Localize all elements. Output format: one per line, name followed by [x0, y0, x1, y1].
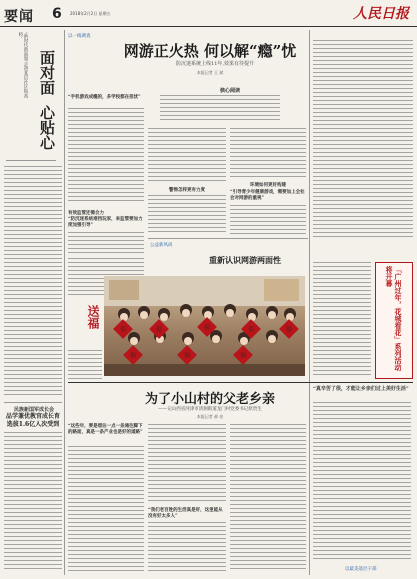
sidebar-bottom-title: 品学兼优教官成长育 选拔1.6亿人次受到	[5, 413, 60, 428]
bottom-headline: 为了小山村的父老乡亲	[144, 392, 275, 407]
sidebar-title-1: 面对面	[38, 50, 56, 95]
svg-text:福: 福	[129, 352, 137, 359]
right-bottom-text	[313, 402, 411, 562]
bottom-subhead: ——记山西省河津市清涧街道龙门村党委书记原贵生	[158, 407, 262, 412]
bottom-quote-1: “这些年，要是想沾一点一条通往脚下的路面，真是一条产业也是好的道路”	[68, 424, 143, 435]
sidebar-kicker: ·新时代新面貌·走进基层社区和高校·	[18, 32, 28, 98]
bottom-quote-2: “我们老百姓的生活真是好，这里能从没有好太多人”	[148, 508, 223, 519]
core-reading-text	[160, 95, 280, 123]
quote-c: “引导青少年健康游戏，需要加上全社会对网游的重视”	[230, 190, 305, 201]
sidebar-rule-2	[4, 402, 62, 403]
sidebar-bottom-text	[4, 432, 62, 572]
col2-text-a	[148, 128, 226, 183]
photo-graphic	[104, 276, 305, 376]
photo-headline: 重新认识网游两面性	[209, 255, 281, 265]
svg-text:福: 福	[247, 326, 255, 333]
bottom-byline: 本报记者 郝 亮	[196, 414, 224, 419]
section-heading-c: 警惕怎样更有力度	[169, 188, 205, 193]
right-quote: “真辛苦了很，才能让乡亲们过上美好生活”	[313, 386, 409, 392]
news-photo	[104, 276, 305, 376]
photo-tag: 公益新风尚	[150, 243, 173, 248]
main-headline: 网游正火热 何以解“瘾”忧	[123, 42, 297, 60]
dateline: 2018年2月2日 星期五	[70, 11, 111, 16]
svg-text:福: 福	[119, 326, 127, 333]
red-box	[375, 262, 413, 379]
section-heading-a: 核心阅读	[219, 88, 240, 94]
svg-text:福: 福	[155, 326, 163, 333]
svg-text:福: 福	[285, 326, 293, 333]
section-heading-d: 环境如何更好构建	[250, 183, 286, 188]
bottom-col1-text	[68, 446, 144, 572]
quote-b: “防沉迷系统难挡玩家，来监管要加力度加强引导”	[68, 217, 143, 228]
photo-side-label: 送福	[86, 305, 100, 329]
col3-text-a	[230, 128, 306, 178]
section-heading-b: 有效监管还需合力	[68, 211, 104, 216]
right-column-text-b	[313, 262, 371, 377]
page-number: 6	[52, 6, 62, 22]
red-box-text: 「广州过年，花城看花」系列活动将开幕	[385, 266, 403, 371]
sidebar-body-text	[4, 166, 62, 398]
sidebar-rule	[6, 160, 56, 161]
col2-text-b	[148, 195, 226, 235]
main-subhead: 防沉迷系统上线11年,效果有待提升	[176, 61, 254, 67]
newspaper-logo: 人民日报	[353, 6, 409, 22]
photo-rule	[148, 238, 308, 239]
footer-tag: 以最美基层干部	[345, 567, 377, 572]
header-rule	[0, 26, 417, 27]
col1-text-a	[68, 108, 144, 204]
svg-text:福: 福	[203, 324, 211, 331]
photo-caption-text	[68, 350, 102, 380]
section-name: 要闻	[4, 9, 34, 25]
bottom-col2-text-b	[148, 522, 226, 572]
sidebar-title-2: 心贴心	[38, 105, 56, 150]
svg-text:福: 福	[183, 352, 191, 359]
right-column-text-a	[313, 40, 413, 240]
col3-text-b	[230, 205, 306, 235]
col1-text-b	[68, 232, 144, 254]
quote-a: “手机游戏成瘾的，多学校都在担忧”	[68, 95, 141, 100]
column-tag: 以一线调查	[68, 34, 91, 39]
svg-text:福: 福	[239, 352, 247, 359]
main-byline: 本报记者 王 斌	[196, 70, 224, 75]
bottom-col2-text	[148, 424, 226, 504]
bottom-col3-text	[230, 424, 306, 572]
bottom-rule	[68, 382, 413, 383]
column-divider	[64, 30, 65, 575]
right-column-divider	[309, 30, 310, 575]
sidebar-bottom-head: 民族新国军成长会	[13, 407, 54, 413]
